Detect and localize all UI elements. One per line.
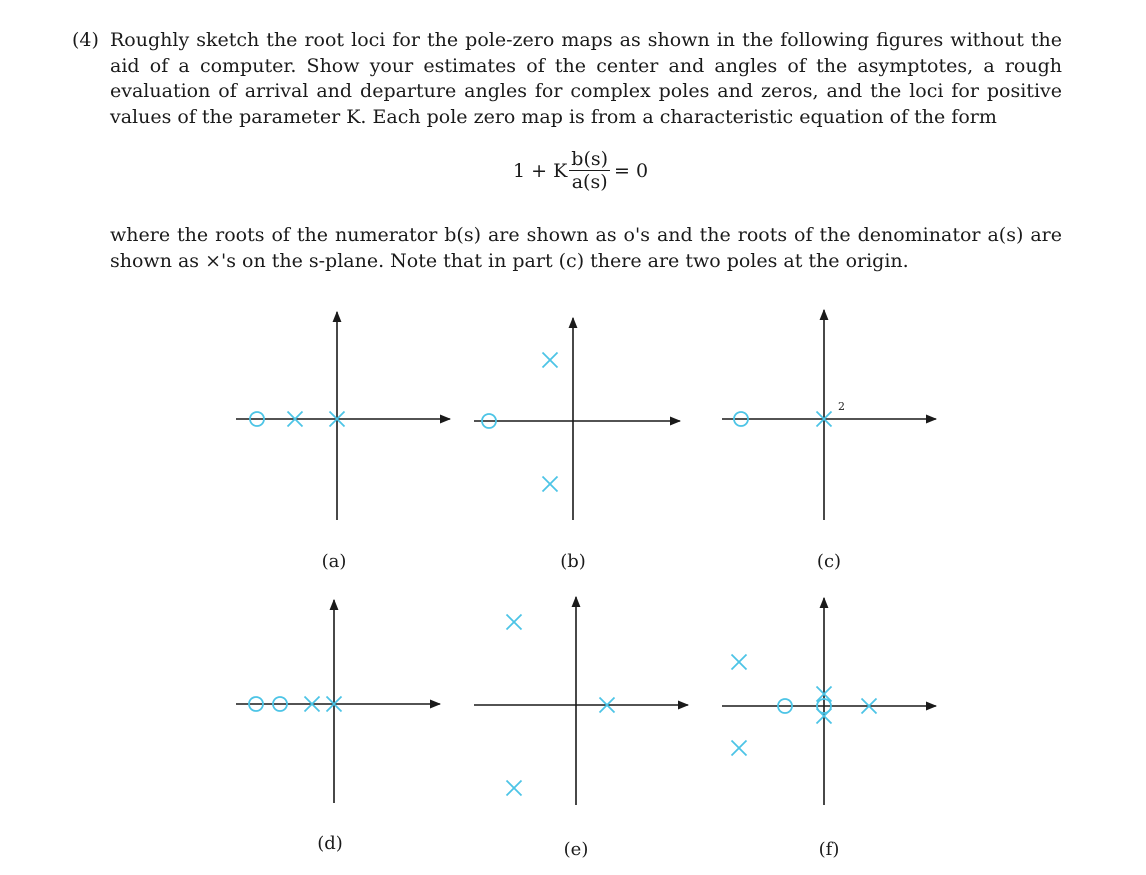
problem-paragraph-1: Roughly sketch the root loci for the pole-zero maps as shown in the following figures without the aid of a computer. Show your estimates of the center and angles of the asymptotes, a rough evaluation of arrival and departure angles for complex poles and zeros, and the loci for positive values of the parameter K. Each pole zero map is from a characteristic equation of the form bbox=[110, 29, 1062, 128]
equation-rhs: = 0 bbox=[614, 159, 649, 182]
pole-marker-b1 bbox=[543, 353, 558, 368]
pole-marker-f1 bbox=[732, 655, 747, 670]
pole-marker-e2 bbox=[507, 781, 522, 796]
pole-marker-f2 bbox=[732, 741, 747, 756]
pole-multiplicity-label: 2 bbox=[838, 400, 845, 413]
plot-caption-c: (c) bbox=[816, 551, 842, 572]
plot-caption-b: (b) bbox=[560, 551, 586, 572]
problem-paragraph-2: where the roots of the numerator b(s) are shown as o's and the roots of the denominator a(s) are shown as ×'s on the s-plane. Note that in part (c) there are two poles at the origin. bbox=[110, 224, 1062, 272]
plot-caption-a: (a) bbox=[321, 551, 347, 572]
problem-number: (4) bbox=[72, 29, 99, 51]
equation-numerator: b(s) bbox=[571, 148, 609, 170]
pole-marker-e1 bbox=[507, 615, 522, 630]
equation-denominator: a(s) bbox=[571, 171, 608, 193]
plot-caption-f: (f) bbox=[818, 839, 840, 860]
plot-caption-d: (d) bbox=[317, 833, 343, 854]
plot-caption-e: (e) bbox=[563, 839, 589, 860]
pole-marker-b2 bbox=[543, 477, 558, 492]
equation-lhs: 1 + K bbox=[513, 159, 568, 182]
